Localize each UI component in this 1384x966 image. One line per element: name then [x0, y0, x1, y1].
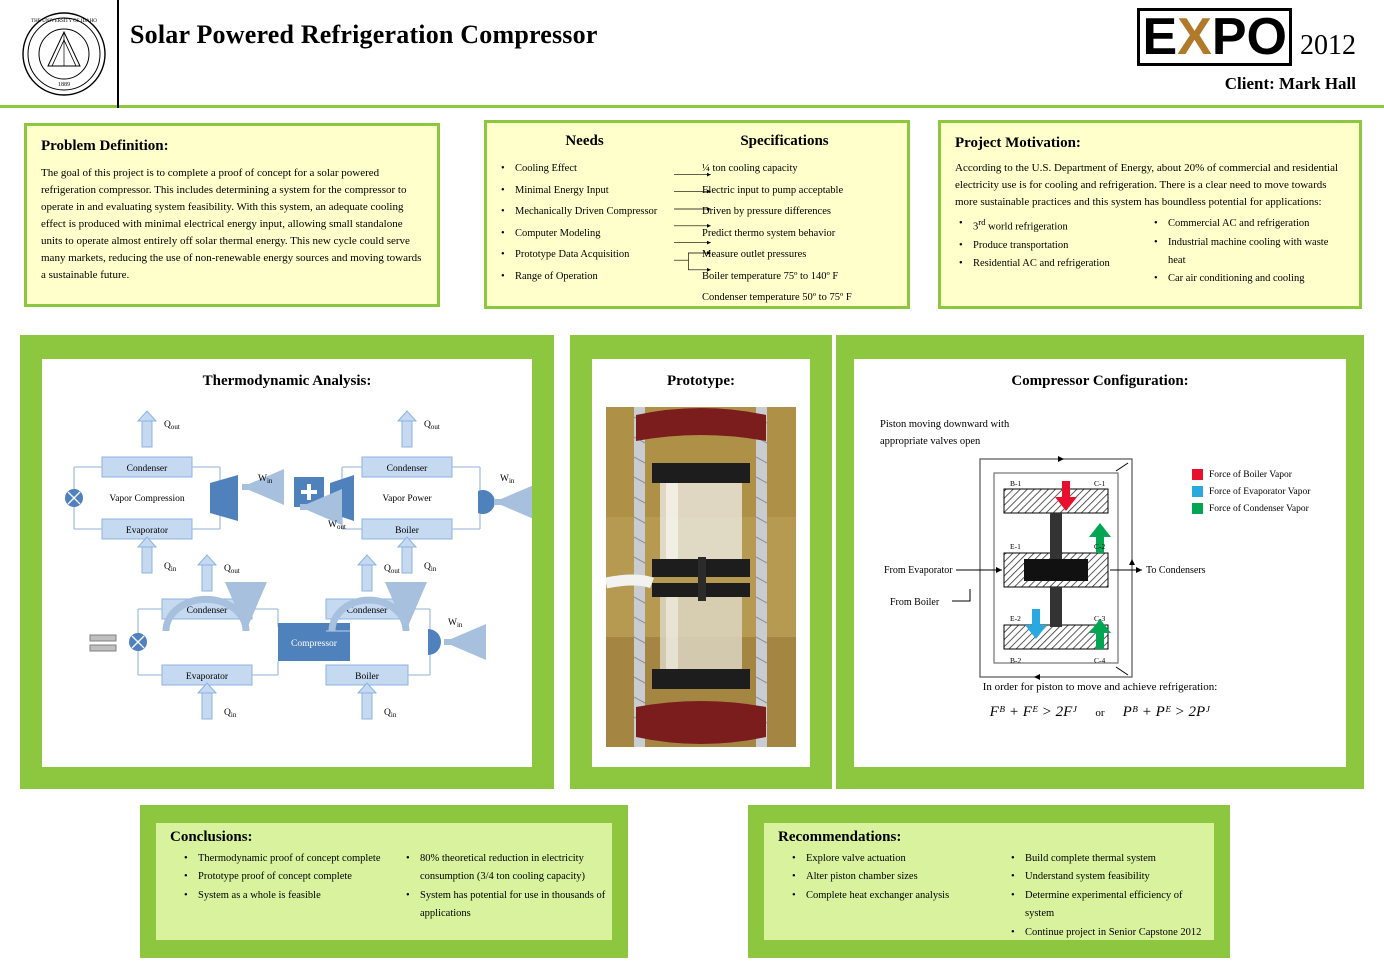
legend-label: Force of Evaporator Vapor — [1209, 486, 1311, 497]
legend-label: Force of Condenser Vapor — [1209, 503, 1309, 514]
svg-text:Win: $W_{in}$ — [448, 618, 463, 629]
svg-text:C-3: C-3 — [1094, 614, 1106, 623]
prototype-photo — [606, 407, 796, 747]
prototype-panel — [570, 335, 832, 789]
problem-definition-panel — [24, 123, 440, 307]
project-motivation-text: According to the U.S. Department of Energy, about 20% of commercial and residential electricity use is for cooling and refrigeration. There is a clear need to move towards more sustainable practices and this system has boundless potential for applications: — [955, 162, 1339, 209]
compressor-schematic-diagram — [884, 441, 1224, 721]
compressor-configuration-title: Compressor Configuration: — [1011, 373, 1189, 389]
list-item: • Car air conditioning and cooling — [1166, 270, 1345, 288]
thermodynamic-cycle-diagram — [42, 399, 532, 769]
recommendations-right-list — [1007, 850, 1208, 942]
prototype-canvas — [592, 359, 810, 767]
svg-text:Evaporator: Evaporator — [125, 526, 169, 536]
list-item: Driven by pressure differences — [702, 206, 831, 218]
svg-text:Condenser: Condenser — [126, 464, 168, 474]
svg-text:THE UNIVERSITY OF IDAHO: THE UNIVERSITY OF IDAHO — [31, 19, 97, 24]
list-item: Condenser temperature 50º to 75º F — [702, 292, 852, 304]
list-item: • System as a whole is feasible — [196, 887, 384, 905]
list-item: • System has potential for use in thousands of applications — [418, 887, 606, 924]
problem-definition-title: Problem Definition: — [41, 138, 169, 154]
expo-letter-e: E — [1142, 8, 1178, 66]
motivation-left-list — [955, 215, 1150, 274]
compressor-note-line1: Piston moving downward with — [880, 419, 1010, 430]
list-item: • Produce transportation — [971, 237, 1150, 255]
svg-text:From Boiler: From Boiler — [890, 597, 940, 608]
list-item: • Range of Operation — [513, 266, 702, 288]
svg-text:Qout: $Q_{out}$ — [384, 564, 400, 575]
svg-text:Evaporator: Evaporator — [185, 672, 229, 682]
expo-wordmark — [1137, 8, 1292, 66]
conclusions-content — [156, 823, 612, 940]
list-item: • Computer Modeling — [513, 223, 702, 245]
thermodynamic-analysis-title: Thermodynamic Analysis: — [202, 373, 372, 389]
svg-text:Condenser: Condenser — [186, 606, 228, 616]
specifications-title: Specifications — [740, 133, 829, 149]
list-item: • Prototype proof of concept complete — [196, 868, 384, 886]
legend-label: Force of Boiler Vapor — [1209, 469, 1292, 480]
list-item: • Mechanically Driven Compressor — [513, 201, 702, 223]
compressor-configuration-canvas — [854, 359, 1346, 767]
client-name: Client: Mark Hall — [1224, 74, 1356, 93]
list-item: • Alter piston chamber sizes — [804, 868, 989, 886]
list-item: • Build complete thermal system — [1023, 850, 1208, 868]
needs-list — [497, 158, 702, 287]
prototype-title: Prototype: — [666, 373, 736, 389]
expo-logo-block — [1137, 8, 1356, 94]
conclusions-right-list — [402, 850, 606, 924]
needs-specifications-panel — [484, 120, 910, 309]
list-item: • 80% theoretical reduction in electricity consumption (3/4 ton cooling capacity) — [418, 850, 606, 887]
recommendations-panel — [748, 805, 1230, 958]
problem-definition-text: The goal of this project is to complete a proof of concept for a solar powered refrigeration compressor. This includes determining a system for the compressor to operate in and evaluating system feasibility. With this system, an adequate cooling effect is produced with minimal electrical energy input, allowing small standalone units to operate almost entirely off solar thermal energy. This new cycle could serve many markets, reducing the use of non-renewable energy sources and moving towards a sustainable future. — [41, 167, 422, 282]
needs-to-specs-arrows — [673, 169, 723, 289]
thermodynamic-analysis-panel — [20, 335, 554, 789]
svg-text:Qout: $Q_{out}$ — [424, 420, 440, 431]
list-item: • Minimal Energy Input — [513, 180, 702, 202]
svg-text:Qin: $Q_{in}$ — [384, 708, 397, 719]
poster-header — [0, 0, 1384, 108]
svg-text:Qin: $Q_{in}$ — [424, 562, 437, 573]
page-title: Solar Powered Refrigeration Compressor — [130, 20, 598, 49]
svg-text:E-1: E-1 — [1010, 542, 1021, 551]
list-item: Boiler temperature 75º to 140º F — [702, 270, 839, 282]
list-item: • Residential AC and refrigeration — [971, 255, 1150, 273]
conclusions-left-list — [180, 850, 384, 905]
needs-title: Needs — [565, 133, 604, 149]
svg-text:Qin: $Q_{in}$ — [224, 708, 237, 719]
list-item: • Explore valve actuation — [804, 850, 989, 868]
list-item: • Thermodynamic proof of concept complete — [196, 850, 384, 868]
list-item: • Continue project in Senior Capstone 2012 — [1023, 924, 1208, 942]
svg-text:C-1: C-1 — [1094, 479, 1106, 488]
svg-text:Win: $W_{in}$ — [500, 474, 515, 485]
svg-text:C-2: C-2 — [1094, 542, 1106, 551]
svg-text:Boiler: Boiler — [355, 672, 379, 682]
list-item: Measure outlet pressures — [702, 249, 807, 261]
equation-pressures: Pᴮ + Pᴱ > 2Pᴶ — [1122, 704, 1211, 720]
list-item: • Industrial machine cooling with waste heat — [1166, 234, 1345, 271]
svg-text:Win: $W_{in}$ — [258, 474, 273, 485]
svg-text:Vapor Compression: Vapor Compression — [109, 494, 185, 504]
svg-text:To Condensers: To Condensers — [1146, 565, 1206, 576]
expo-letter-o: O — [1246, 8, 1287, 66]
svg-text:C-4: C-4 — [1094, 656, 1106, 665]
expo-year: 2012 — [1300, 30, 1356, 61]
expo-letter-p: P — [1211, 8, 1247, 66]
equation-forces: Fᴮ + Fᴱ > 2Fᴶ — [989, 704, 1078, 720]
svg-text:Condenser: Condenser — [346, 606, 388, 616]
svg-text:Qout: $Q_{out}$ — [164, 420, 180, 431]
compressor-configuration-panel — [836, 335, 1364, 789]
list-item: • Prototype Data Acquisition — [513, 244, 702, 266]
svg-text:1889: 1889 — [58, 82, 70, 88]
list-item: • Cooling Effect — [513, 158, 702, 180]
svg-text:B-1: B-1 — [1010, 479, 1022, 488]
list-item: • Commercial AC and refrigeration — [1166, 215, 1345, 233]
expo-letter-x: X — [1177, 8, 1212, 66]
specifications-list — [702, 158, 892, 309]
motivation-right-list — [1150, 215, 1345, 289]
university-seal-logo — [18, 10, 110, 98]
header-vertical-divider — [117, 0, 119, 108]
recommendations-title: Recommendations: — [778, 829, 902, 845]
svg-text:E-2: E-2 — [1010, 614, 1021, 623]
svg-text:Qout: $Q_{out}$ — [224, 564, 240, 575]
list-item: • 3rd world refrigeration — [971, 215, 1150, 237]
svg-text:Compressor: Compressor — [291, 639, 337, 649]
list-item: Electric input to pump acceptable — [702, 184, 844, 196]
svg-text:B-2: B-2 — [1010, 656, 1022, 665]
thermodynamic-analysis-canvas — [42, 359, 532, 767]
list-item: • Complete heat exchanger analysis — [804, 887, 989, 905]
svg-text:Wout: $W_{out}$ — [328, 520, 346, 531]
project-motivation-panel — [938, 120, 1362, 309]
list-item: Predict thermo system behavior — [702, 227, 836, 239]
conclusions-panel — [140, 805, 628, 958]
compressor-note-line2: appropriate valves open — [880, 435, 981, 447]
svg-text:Condenser: Condenser — [386, 464, 428, 474]
conclusions-title: Conclusions: — [170, 829, 253, 845]
list-item: • Determine experimental efficiency of system — [1023, 887, 1208, 924]
svg-text:Boiler: Boiler — [395, 526, 419, 536]
svg-text:Qin: $Q_{in}$ — [164, 562, 177, 573]
recommendations-left-list — [788, 850, 989, 905]
compressor-condition-text: In order for piston to move and achieve refrigeration: — [982, 681, 1218, 693]
svg-text:From Evaporator: From Evaporator — [884, 565, 953, 576]
project-motivation-title: Project Motivation: — [955, 135, 1081, 151]
recommendations-content — [764, 823, 1214, 940]
list-item: ¼ ton cooling capacity — [702, 163, 798, 174]
list-item: • Understand system feasibility — [1023, 868, 1208, 886]
equation-or: or — [1095, 707, 1105, 719]
svg-text:Vapor Power: Vapor Power — [382, 494, 432, 504]
